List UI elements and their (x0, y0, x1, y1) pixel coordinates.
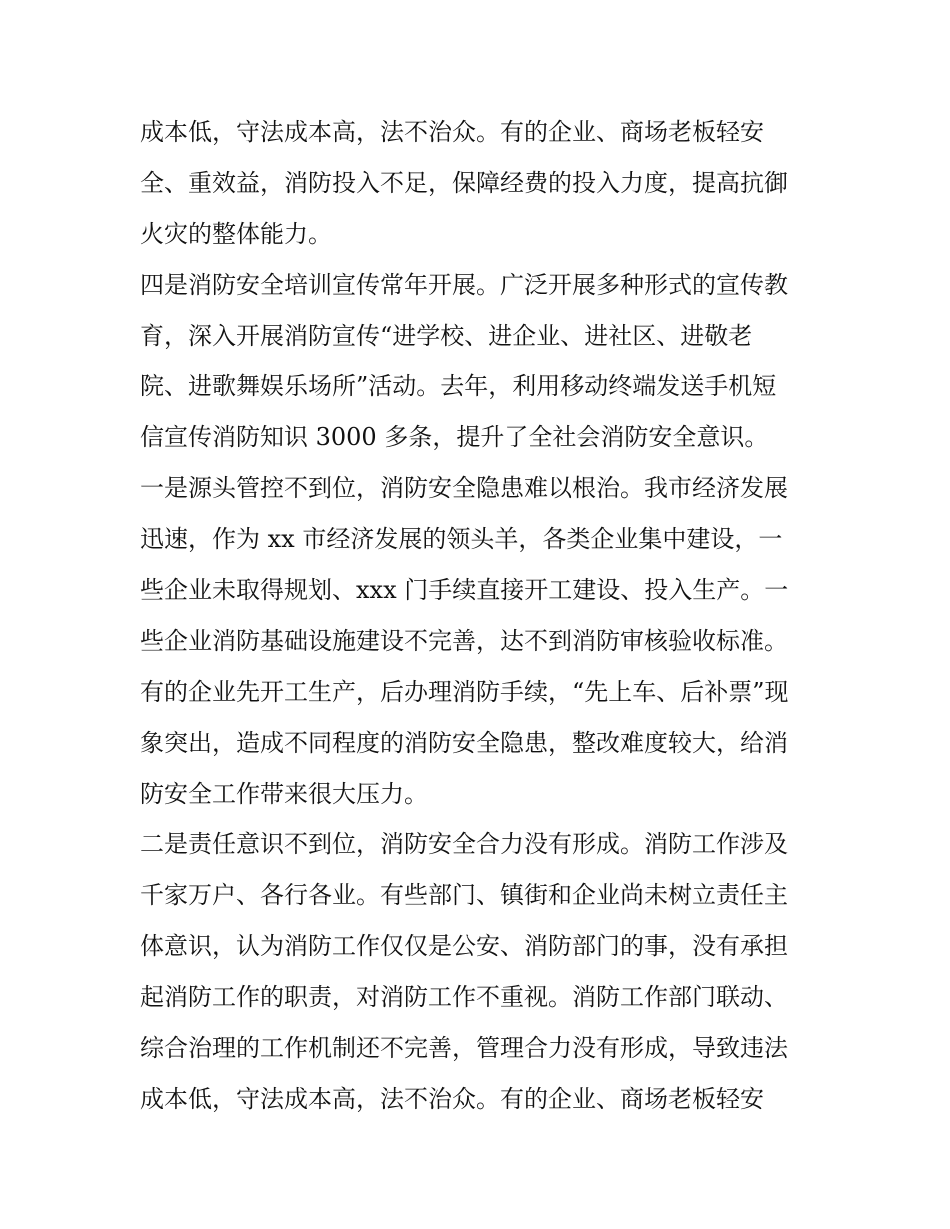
text-line: 育，深入开展消防宣传“进学校、进企业、进社区、进敬老 (140, 321, 753, 350)
text-line: 成本低，守法成本高，法不治众。有的企业、商场老板轻安 (140, 118, 764, 146)
text-line: 信宣传消防知识 3000 多条，提升了全社会消防安全意识。 (140, 423, 769, 452)
text-line: 些企业未取得规划、xxx 门手续直接开工建设、投入生产。一 (140, 576, 789, 605)
text-line: 体意识，认为消防工作仅仅是公安、消防部门的事，没有承担 (140, 932, 788, 961)
text-line: 四是消防安全培训宣传常年开展。广泛开展多种形式的宣传教 (140, 270, 788, 299)
text-line: 有的企业先开工生产，后办理消防手续，“先上车、后补票”现 (140, 677, 789, 706)
text-line: 火灾的整体能力。 (140, 219, 332, 248)
text-line: 起消防工作的职责，对消防工作不重视。消防工作部门联动、 (140, 983, 788, 1012)
body-text (140, 107, 820, 1125)
text-line: 院、进歌舞娱乐场所”活动。去年，利用移动终端发送手机短 (140, 372, 777, 401)
text-line: 综合治理的工作机制还不完善，管理合力没有形成，导致违法 (140, 1034, 788, 1063)
text-line: 防安全工作带来很大压力。 (140, 779, 428, 808)
text-line: 成本低，守法成本高，法不治众。有的企业、商场老板轻安 (140, 1084, 764, 1113)
text-line: 象突出，造成不同程度的消防安全隐患，整改难度较大，给消 (140, 728, 788, 757)
text-line: 千家万户、各行各业。有些部门、镇街和企业尚未树立责任主 (140, 881, 788, 910)
text-line: 迅速，作为 xx 市经济发展的领头羊，各类企业集中建设，一 (140, 525, 783, 554)
text-line: 些企业消防基础设施建设不完善，达不到消防审核验收标准。 (140, 626, 788, 655)
text-line: 二是责任意识不到位，消防安全合力没有形成。消防工作涉及 (140, 830, 788, 859)
text-line: 一是源头管控不到位，消防安全隐患难以根治。我市经济发展 (140, 474, 788, 503)
text-line: 全、重效益，消防投入不足，保障经费的投入力度，提高抗御 (140, 168, 788, 197)
